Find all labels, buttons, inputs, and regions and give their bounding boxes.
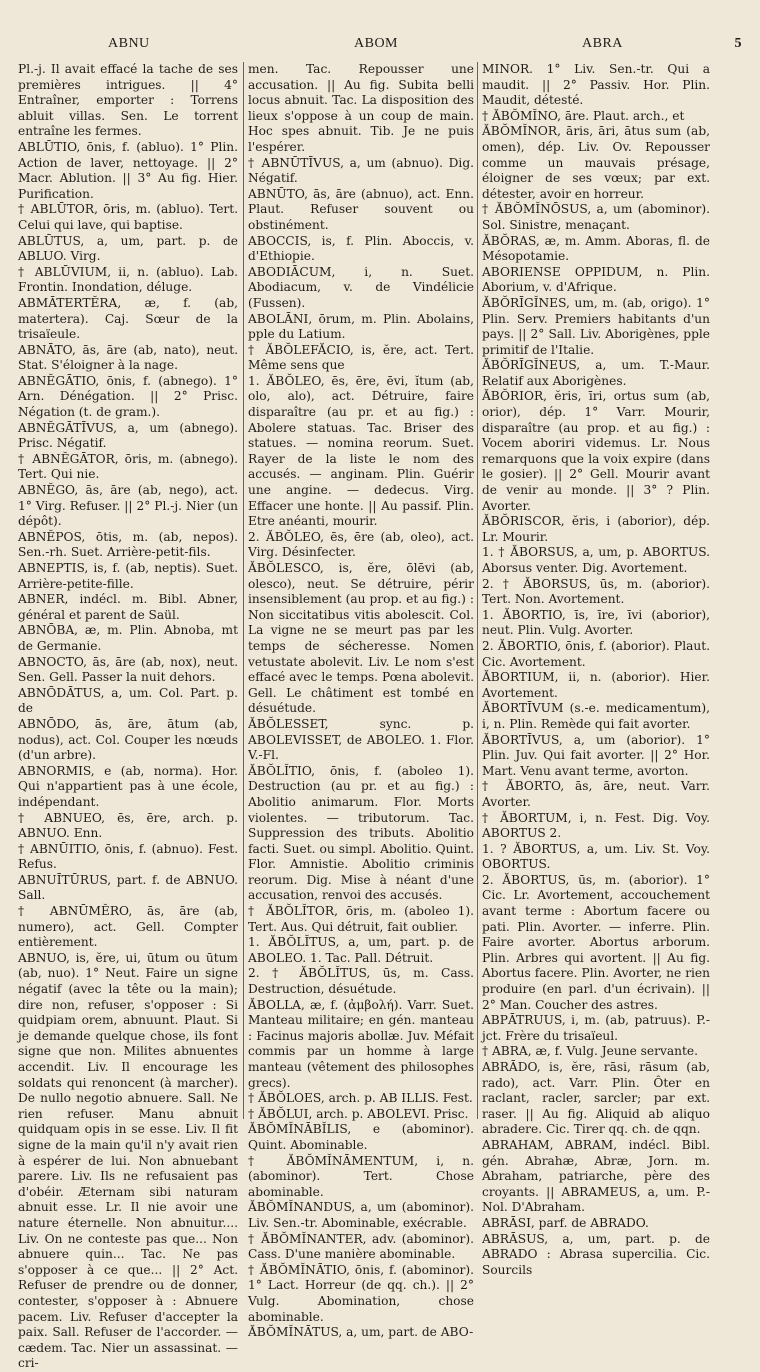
center-guide-word: ABOM <box>354 36 399 51</box>
dictionary-entry: † ĂBŎMĬNŌSUS, a, um (abominor). Sol. Sinistre, menaçant. <box>482 202 710 232</box>
dictionary-entry: ABNUĪTŪRUS, part. f. de ABNUO. Sall. <box>18 872 238 903</box>
dictionary-entry: ABMĀTERTĔRA, æ, f. (ab, matertera). Caj. Sœur de la trisaïeule. <box>18 295 238 342</box>
dictionary-entry: ABNŌDĀTUS, a, um. Col. Part. p. de <box>18 685 238 716</box>
column-2 <box>248 62 474 1340</box>
dictionary-entry: ABPĀTRUUS, i, m. (ab, patruus). P.-jct. Frère du trisaïeul. <box>482 1013 710 1043</box>
dictionary-entry: ĂBŎRAS, æ, m. Amm. Aboras, fl. de Mésopotamie. <box>482 233 710 264</box>
dictionary-entry: ABODIĀCUM, i, n. Suet. Abodiacum, v. de Vindélicie (Fussen). <box>248 264 474 310</box>
dictionary-entry: ĂBŎMĬNOR, āris, āri, ātus sum (ab, omen), dép. Liv. Ov. Repousser comme un mauvais présage, éloigner de ses vœux; par ext. détester, avoir en horreur. <box>482 124 710 201</box>
page-number: 5 <box>734 36 742 51</box>
dictionary-entry: 1. ĂBŎLĬTUS, a, um, part. p. de ABOLEO. 1. Tac. Pall. Détruit. <box>248 935 474 965</box>
dictionary-entry: 2. ĂBORTUS, ūs, m. (aborior). 1° Cic. Lr. Avortement, accouchement avant terme : Abortum facere ou pati. Plin. Avorter. — inferre. Plin. Faire avorter. Abortus arborum. Plin. Arbres qui avortent. || Au fig. Abortus facere. Plin. Avorter, ne rien produire (en parl. d'un écrivain). || 2° Man. Coucher des astres. <box>482 872 710 1012</box>
dictionary-entry: 2. ĂBŎLEO, ēs, ēre (ab, oleo), act. Virg. Désinfecter. <box>248 529 474 560</box>
column-3 <box>482 62 710 1277</box>
dictionary-entry: 1. ĂBŎLEO, ēs, ēre, ēvi, ĭtum (ab, olo, alo), act. Détruire, faire disparaître (au pr. et au fig.) : Abolere statuas. Tac. Briser des statues. — nomina reorum. Suet. Rayer de la liste le nom des accusés. — anginam. Plin. Guérir une angine. — dedecus. Virg. Effacer une honte. || Au passif. Plin. Etre anéanti, mourir. <box>248 373 474 529</box>
column-rule-2 <box>477 62 478 1119</box>
dictionary-entry: † ABLŪVIUM, ii, n. (abluo). Lab. Frontin. Inondation, déluge. <box>18 264 238 295</box>
dictionary-entry: ABNŪTO, ās, āre (abnuo), act. Enn. Plaut. Refuser souvent ou obstinément. <box>248 186 474 232</box>
dictionary-entry: † ĂBŎLĬTOR, ōris, m. (aboleo 1). Tert. Aus. Qui détruit, fait oublier. <box>248 904 474 934</box>
dictionary-entry: ABNĔGO, ās, āre (ab, nego), act. 1° Virg. Refuser. || 2° Pl.-j. Nier (un dépôt). <box>18 483 238 529</box>
dictionary-entry: ĂBŎRISCOR, ĕris, i (aborior), dép. Lr. Mourir. <box>482 514 710 544</box>
dictionary-entry: ĂBORTIUM, ii, n. (aborior). Hier. Avortement. <box>482 670 710 700</box>
dictionary-entry: 1. ĂBORTIO, īs, īre, īvi (aborior), neut. Plin. Vulg. Avorter. <box>482 607 710 638</box>
dictionary-entry: ĂBOLLA, æ, f. (ἀμβολή). Varr. Suet. Manteau militaire; en gén. manteau : Facinus majoris abollæ. Juv. Méfait commis par un homme à large manteau (vêtement des philosophes grecs). <box>248 997 474 1090</box>
dictionary-entry: ĂBŎLĬTIO, ōnis, f. (aboleo 1). Destruction (au pr. et au fig.) : Abolitio animarum. Flor. Morts violentes. — tributorum. Tac. Suppression des tributs. Abolitio facti. Suet. ou simpl. Abolitio. Quint. Flor. Amnistie. Abolitio criminis reorum. Dig. Mise à néant d'une accusation, renvoi des accusés. <box>248 763 474 903</box>
dictionary-entry: ĂBŎMĬNANDUS, a, um (abominor). Liv. Sen.-tr. Abominable, exécrable. <box>248 1200 474 1230</box>
dictionary-entry: ĂBORTĪVUM (s.-e. medicamentum), i, n. Plin. Remède qui fait avorter. <box>482 701 710 731</box>
dictionary-entry: ĂBŎRĪGĬNEUS, a, um. T.-Maur. Relatif aux Aborigènes. <box>482 358 710 388</box>
dictionary-entry: MINOR. 1° Liv. Sen.-tr. Qui a maudit. || 2° Passiv. Hor. Plin. Maudit, détesté. <box>482 62 710 108</box>
dictionary-entry: ABOCCIS, is, f. Plin. Aboccis, v. d'Ethiopie. <box>248 233 474 264</box>
dictionary-entry: ABRĀSUS, a, um, part. p. de ABRADO : Abrasa supercilia. Cic. Sourcils <box>482 1231 710 1277</box>
dictionary-entry: ABNOCTO, ās, āre (ab, nox), neut. Sen. Gell. Passer la nuit dehors. <box>18 654 238 685</box>
dictionary-entry: ĂBŎMĬNĀBĬLIS, e (abominor). Quint. Abominable. <box>248 1122 474 1152</box>
dictionary-entry: † ABNĔGĀTOR, ōris, m. (abnego). Tert. Qui nie. <box>18 451 238 482</box>
dictionary-entry: ABRAHAM, ABRAM, indécl. Bibl. gén. Abrahæ, Abræ, Jorn. m. Abraham, patriarche, père des croyants. || ABRAMEUS, a, um. P.-Nol. D'Abraham. <box>482 1137 710 1215</box>
dictionary-entry: 2. ĂBORTIO, ōnis, f. (aborior). Plaut. Cic. Avortement. <box>482 638 710 669</box>
dictionary-entry: ABLŪTIO, ōnis, f. (abluo). 1° Plin. Action de laver, nettoyage. || 2° Macr. Ablution. || 3° Au fig. Hier. Purification. <box>18 139 238 201</box>
dictionary-entry: ABRĀDO, is, ĕre, rāsi, rāsum (ab, rado), act. Varr. Plin. Ôter en raclant, racler, sarcler; par ext. raser. || Au fig. Aliquid ab aliquo abradere. Cic. Tirer qq. ch. de qqn. <box>482 1060 710 1137</box>
dictionary-entry: † ĂBORTUM, i, n. Fest. Dig. Voy. ABORTUS 2. <box>482 810 710 841</box>
running-header <box>14 36 746 58</box>
dictionary-entry: ABNER, indécl. m. Bibl. Abner, général et parent de Saül. <box>18 592 238 622</box>
dictionary-entry: ABORIENSE OPPIDUM, n. Plin. Aborium, v. d'Afrique. <box>482 264 710 295</box>
dictionary-entry: ABNUO, is, ĕre, ui, ūtum ou ūtum (ab, nuo). 1° Neut. Faire un signe négatif (avec la tête ou la main); dire non, refuser, s'opposer : Si quidpiam orem, abnuunt. Plaut. Si je demande quelque chose, ils font signe que non. Milites abnuentes accendit. Liv. Il encourage les soldats qui renoncent (à marcher). De nullo negotio abnuere. Sall. Ne rien refuser. Manu abnuit quidquam opis in se esse. Liv. Il fit signe de la main qu'il n'y avait rien à espérer de lui. Non abnuebant parere. Liv. Ils ne refusaient pas d'obéir. Æternam sibi naturam abnuit esse. Lr. Il nie avoir une nature éternelle. Non abnuitur.... Liv. On ne conteste pas que... Non abnuere quin... Tac. Ne pas s'opposer à ce que... || 2° Act. Refuser de prendre ou de donner, contester, s'opposer à : Abnuere pacem. Liv. Refuser d'accepter la paix. Sall. Refuser de l'accorder. — cædem. Tac. Nier un assassinat. — cri- <box>18 950 238 1371</box>
dictionary-entry: † ĂBŎLEFĂCIO, is, ĕre, act. Tert. Même sens que <box>248 342 474 373</box>
dictionary-entry: ABNEPTIS, is, f. (ab, neptis). Suet. Arrière-petite-fille. <box>18 561 238 591</box>
dictionary-entry: ABNORMIS, e (ab, norma). Hor. Qui n'appartient pas à une école, indépendant. <box>18 763 238 809</box>
dictionary-entry: † ABNŪITIO, ōnis, f. (abnuo). Fest. Refus. <box>18 841 238 872</box>
dictionary-entry: ĂBŎLESCO, is, ĕre, ōlēvi (ab, olesco), neut. Se détruire, périr insensiblement (au prop. et au fig.) : Non siccitatibus vitis abolescit. Col. La vigne ne se meurt pas par les temps de sécheresse. Nomen vetustate abolevit. Liv. Le nom s'est effacé avec le temps. Pœna abolevit. Gell. Le châtiment est tombé en désuétude. <box>248 561 474 716</box>
dictionary-entry: † ĂBŎMĬNĀMENTUM, i, n. (abominor). Tert. Chose abominable. <box>248 1153 474 1199</box>
dictionary-entry: ĂBŎRĪGĬNES, um, m. (ab, origo). 1° Plin. Serv. Premiers habitants d'un pays. || 2° Sall. Liv. Aborigènes, pple primitif de l'Italie. <box>482 295 710 357</box>
dictionary-entry: 1. ? ĂBORTUS, a, um. Liv. St. Voy. OBORTUS. <box>482 841 710 872</box>
dictionary-entry: men. Tac. Repousser une accusation. || Au fig. Subita belli locus abnuit. Tac. La disposition des lieux s'oppose à un coup de main. Hoc spes abnuit. Tib. Je ne puis l'espérer. <box>248 62 474 154</box>
dictionary-entry: ĂBŎLESSET, sync. p. ABOLEVISSET, de ABOLEO. 1. Flor. V.-Fl. <box>248 716 474 763</box>
dictionary-entry: Pl.-j. Il avait effacé la tache de ses premières intrigues. || 4° Entraîner, emporter : Torrens abluit villas. Sen. Le torrent entraîne les fermes. <box>18 62 238 139</box>
dictionary-entry: ABNĔGĀTĪVUS, a, um (abnego). Prisc. Négatif. <box>18 420 238 451</box>
dictionary-entry: ABLŪTUS, a, um, part. p. de ABLUO. Virg. <box>18 233 238 264</box>
dictionary-entry: † ĂBŎMĬNĀTIO, ōnis, f. (abominor). 1° Lact. Horreur (de qq. ch.). || 2° Vulg. Abomination, chose abominable. <box>248 1262 474 1324</box>
dictionary-entry: ABNĔPOS, ōtis, m. (ab, nepos). Sen.-rh. Suet. Arrière-petit-fils. <box>18 529 238 560</box>
dictionary-entry: † ĂBŎMĬNO, āre. Plaut. arch., et <box>482 108 685 123</box>
dictionary-entry: † ABNŪTĪVUS, a, um (abnuo). Dig. Négatif. <box>248 155 474 186</box>
dictionary-entry: 2. † ĂBŎLĬTUS, ūs, m. Cass. Destruction, désuétude. <box>248 966 474 997</box>
dictionary-entry: ĂBŎMĬNĀTUS, a, um, part. de ABO- <box>248 1325 474 1340</box>
dictionary-entry: ABNĀTO, ās, āre (ab, nato), neut. Stat. S'éloigner à la nage. <box>18 342 238 373</box>
dictionary-entry: † ABNŪMĔRO, ās, āre (ab, numero), act. Gell. Compter entièrement. <box>18 904 238 950</box>
dictionary-entry: ABNŌDO, ās, āre, ātum (ab, nodus), act. Col. Couper les nœuds (d'un arbre). <box>18 716 238 763</box>
dictionary-entry: ABRĀSI, parf. de ABRADO. <box>482 1215 649 1230</box>
dictionary-entry: 2. † ĂBORSUS, ūs, m. (aborior). Tert. Non. Avortement. <box>482 576 710 607</box>
dictionary-entry: † ĂBŎLUI, arch. p. ABOLEVI. Prisc. <box>248 1106 469 1121</box>
dictionary-entry: † ĂBŎLOES, arch. p. AB ILLIS. Fest. <box>248 1091 473 1106</box>
column-1 <box>18 62 238 1371</box>
dictionary-entry: ĂBORTĪVUS, a, um (aborior). 1° Plin. Juv. Qui fait avorter. || 2° Hor. Mart. Venu avant terme, avorton. <box>482 732 710 778</box>
dictionary-entry: † ĂBŎMĬNANTER, adv. (abominor). Cass. D'une manière abominable. <box>248 1231 474 1262</box>
dictionary-entry: ABNĔGĀTIO, ōnis, f. (abnego). 1° Arn. Dénégation. || 2° Prisc. Négation (t. de gram.). <box>18 373 238 420</box>
dictionary-entry: ABNŌBA, æ, m. Plin. Abnoba, mt de Germanie. <box>18 623 238 653</box>
dictionary-entry: † ABRA, æ, f. Vulg. Jeune servante. <box>482 1044 698 1059</box>
right-guide-word: ABRA <box>582 36 623 51</box>
left-guide-word: ABNU <box>108 36 150 51</box>
column-rule-1 <box>243 62 244 1119</box>
dictionary-entry: 1. † ĂBORSUS, a, um, p. ABORTUS. Aborsus venter. Dig. Avortement. <box>482 545 710 575</box>
dictionary-entry: † ĂBORTO, ās, āre, neut. Varr. Avorter. <box>482 779 710 809</box>
dictionary-entry: ABOLĀNI, ōrum, m. Plin. Abolains, pple du Latium. <box>248 311 474 342</box>
dictionary-entry: † ABNUEO, ēs, ēre, arch. p. ABNUO. Enn. <box>18 810 238 841</box>
dictionary-entry: † ABLŪTOR, ōris, m. (abluo). Tert. Celui qui lave, qui baptise. <box>18 202 238 232</box>
dictionary-entry: ĂBŎRIOR, ĕris, īri, ortus sum (ab, orior), dép. 1° Varr. Mourir, disparaître (au prop. et au fig.) : Vocem aboriri videmus. Lr. Nous remarquons que la voix expire (dans le gosier). || 2° Gell. Mourir avant de venir au monde. || 3° ? Plin. Avorter. <box>482 389 710 513</box>
